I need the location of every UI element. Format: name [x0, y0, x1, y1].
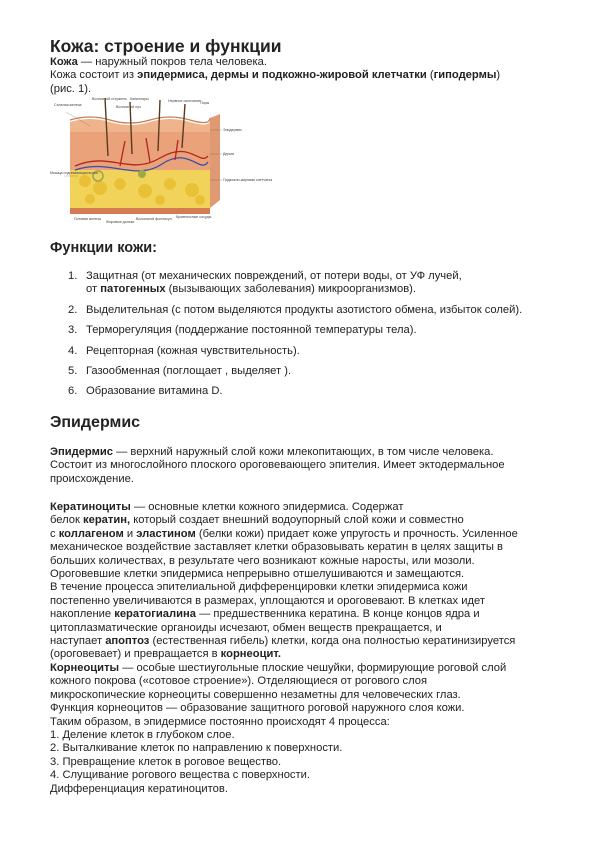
process-item: 1. Деление клеток в глубоком слое.	[50, 728, 235, 741]
epidermis-layer	[70, 119, 210, 132]
list-item: 5. Газообменная (поглощает , выделяет ).	[68, 365, 292, 378]
epidermis-definition: Эпидермис — верхний наружный слой кожи млекопитающих, в том числе человека. Состоит из многослойного плоского ороговевающего эпителия. Имеет эктодермальное происхождение.	[50, 446, 505, 485]
intro-line-3: (рис. 1).	[50, 82, 92, 95]
label-capillaries: Капилляры	[130, 97, 149, 101]
label-hair-shaft: Волосяной стержень	[92, 97, 127, 101]
intro-section	[50, 36, 560, 96]
label-fat-lobules: Жировые дольки	[106, 220, 135, 224]
term-skin: Кожа	[50, 56, 78, 68]
hair-follicle	[138, 170, 146, 178]
functions-heading: Функции кожи:	[50, 240, 157, 256]
label-arrector-muscle: Мышца поднимающая волос	[50, 171, 99, 175]
label-dermis: Дерма	[223, 152, 234, 156]
skin-structure-figure	[50, 96, 273, 224]
label-hair-follicle: Волосяной фолликул	[136, 217, 172, 221]
list-item: 3. Терморегуляция (поддержание постоянной температуры тела).	[68, 324, 417, 337]
list-item: 2. Выделительная (с потом выделяются продукты азотистого обмена, избыток солей).	[68, 303, 523, 316]
label-pores: Поры	[200, 101, 210, 105]
process-item: 3. Превращение клеток в роговое вещество.	[50, 755, 282, 768]
list-item: 1. Защитная (от механических повреждений, от потери воды, от УФ лучей, от патогенных (вызывающих заболевания) микроорганизмов).	[68, 270, 462, 296]
functions-list	[50, 270, 570, 406]
label-blood-vessels: Кровеносные сосуды	[176, 215, 212, 219]
dermis-layer	[70, 130, 210, 170]
label-hypodermis: Подкожно-жировая клетчатка	[223, 178, 273, 182]
skin-diagram	[50, 96, 273, 224]
label-sebaceous-gland: Сальная железа	[54, 103, 82, 107]
label-nerve-ending: Нервное окончание	[168, 99, 201, 103]
intro-line-2: Кожа состоит из эпидермиса, дермы и подкожно-жировой клетчатки (гиподермы)	[50, 69, 501, 82]
keratinocytes-section: Кератиноциты — основные клетки кожного эпидермиса. Содержат белок кератин, который создает внешний водоупорный слой кожи и совместно с коллагеном и эластином (белки кожи) придает коже упругость и прочность. Усиленное механическое воздействие заставляет клетки образовывать кератин в целях защиты в больших количествах, в результате чего возникают кожные наросты, или мозоли. Ороговевшие клетки эпидермиса непрерывно отшелушиваются и замещаются. В течение процесса эпителиальной дифференцировки клетки эпидермиса кожи постепенно увеличиваются в размерах, уплощаются и ороговевают. В клетках идет накопление кератогиалина — предшественника кератина. В конце концов ядра и цитоплазматические органоиды исчезают, обмен веществ прекращается, и наступает апоптоз (естественная гибель) клетки, когда она полностью кератинизируется (ороговевает) и превращается в корнеоцит. Корнеоциты — особые шестиугольные плоские чешуйки, формирующие роговой слой кожного покрова («сотовое строение»). Отделяющиеся от рогового слоя микроскопические корнеоциты совершенно незаметны для человеческих глаз. Функция корнеоцитов — образование защитного роговой наружного слоя кожи. Таким образом, в эпидермисе постоянно происходят 4 процесса: 1. Деление клеток в глубоком слое. 2. Выталкивание клеток по направлению к поверхности. 3. Превращение клеток в роговое вещество. 4. Слущивание рогового вещества с поверхности. Дифференциация кератиноцитов.	[50, 501, 560, 796]
label-epidermis: Эпидермис	[223, 128, 242, 132]
label-hair-ray: Волосяной луч	[116, 105, 141, 109]
process-item: 2. Выталкивание клеток по направлению к поверхности.	[50, 742, 343, 755]
label-sweat-gland: Потовая железа	[74, 217, 101, 221]
final-line: Дифференциация кератиноцитов.	[50, 782, 228, 795]
epidermis-heading: Эпидермис	[50, 414, 141, 431]
process-item: 4. Слущивание рогового вещества с поверхности.	[50, 769, 310, 782]
intro-line-1: Кожа — наружный покров тела человека.	[50, 56, 267, 68]
page-title: Кожа: строение и функции	[50, 36, 282, 56]
list-item: 4. Рецепторная (кожная чувствительность).	[68, 344, 300, 357]
list-item: 6. Образование витамина D.	[68, 385, 223, 398]
